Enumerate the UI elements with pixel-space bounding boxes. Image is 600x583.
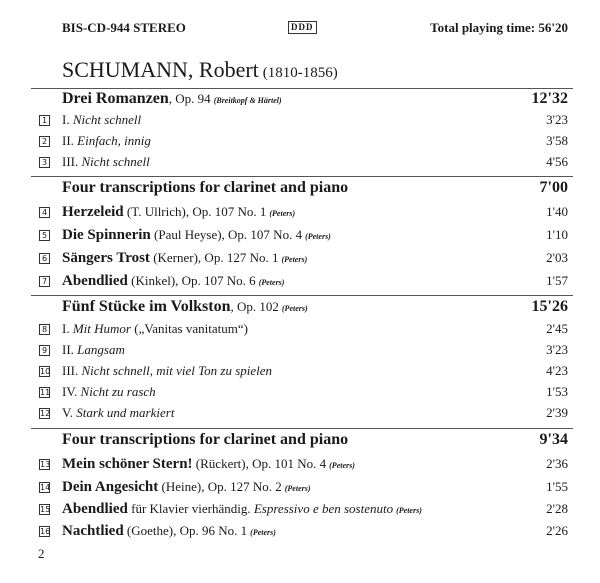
track-title: Sängers Trost (Kerner), Op. 127 No. 1 (Peters) <box>62 250 308 266</box>
track-row <box>0 404 600 424</box>
track-row <box>0 320 600 340</box>
divider <box>31 176 573 177</box>
work-title: Fünf Stücke im Volkston, Op. 102 (Peters) <box>62 298 308 315</box>
work-heading <box>0 90 600 110</box>
track-row <box>0 383 600 403</box>
track-number: 3 <box>39 157 50 168</box>
track-duration: 3'23 <box>546 112 568 127</box>
track-duration: 4'56 <box>546 154 568 169</box>
track-title: IV. Nicht zu rasch <box>62 384 156 399</box>
work-heading <box>0 431 600 451</box>
track-title: Mein schöner Stern! (Rückert), Op. 101 No. 4 (Peters) <box>62 456 355 472</box>
track-number: 9 <box>39 345 50 356</box>
composer-dates: (1810-1856) <box>262 65 338 81</box>
track-row <box>0 153 600 173</box>
track-row <box>0 272 600 292</box>
track-duration: 2'28 <box>546 501 568 516</box>
track-duration: 4'23 <box>546 363 568 378</box>
track-row <box>0 132 600 152</box>
track-title: Nachtlied (Goethe), Op. 96 No. 1 (Peters) <box>62 523 276 539</box>
track-duration: 3'23 <box>546 342 568 357</box>
work-heading <box>0 179 600 199</box>
track-title: I. Mit Humor („Vanitas vanitatum“) <box>62 321 248 336</box>
track-row <box>0 362 600 382</box>
catalog-number: BIS-CD-944 STEREO <box>62 20 186 35</box>
track-duration: 1'40 <box>546 204 568 219</box>
track-number: 11 <box>40 388 51 397</box>
track-duration: 1'53 <box>546 384 568 399</box>
work-heading <box>0 298 600 318</box>
track-title: Abendlied (Kinkel), Op. 107 No. 6 (Peters) <box>62 273 285 289</box>
work-title: Drei Romanzen, Op. 94 (Breitkopf & Härtel) <box>62 90 282 107</box>
ddd-badge: DDD <box>288 21 317 34</box>
work-duration: 12'32 <box>531 90 568 107</box>
divider <box>31 88 573 89</box>
track-number: 14 <box>40 483 51 492</box>
track-number: 2 <box>39 136 50 147</box>
track-duration: 2'45 <box>546 321 568 336</box>
composer-heading <box>62 57 338 83</box>
track-duration: 2'36 <box>546 456 568 471</box>
track-duration: 1'55 <box>546 479 568 494</box>
track-title: Abendlied für Klavier vierhändig. Espressivo e ben sostenuto (Peters) <box>62 501 422 517</box>
composer-name: SCHUMANN, Robert <box>62 57 259 82</box>
track-title: II. Langsam <box>62 342 125 357</box>
track-number: 1 <box>39 115 50 126</box>
track-row <box>0 203 600 223</box>
total-playing-time: Total playing time: 56'20 <box>430 20 568 35</box>
track-row <box>0 341 600 361</box>
publisher: (Breitkopf & Härtel) <box>213 96 282 105</box>
track-title: III. Nicht schnell <box>62 154 150 169</box>
work-title: Four transcriptions for clarinet and piano <box>62 431 349 448</box>
track-number: 6 <box>39 253 50 264</box>
track-number: 12 <box>40 409 51 418</box>
track-number: 7 <box>39 276 50 287</box>
track-title: Die Spinnerin (Paul Heyse), Op. 107 No. 4 (Peters) <box>62 227 331 243</box>
track-title: V. Stark und markiert <box>62 405 175 420</box>
publisher: (Peters) <box>281 304 308 313</box>
track-title: I. Nicht schnell <box>62 112 142 127</box>
work-duration: 7'00 <box>539 179 568 196</box>
work-duration: 9'34 <box>539 431 568 448</box>
work-title: Four transcriptions for clarinet and piano <box>62 179 349 196</box>
track-duration: 2'39 <box>546 405 568 420</box>
track-row <box>0 249 600 269</box>
work-duration: 15'26 <box>531 298 568 315</box>
track-number: 8 <box>39 324 50 335</box>
track-duration: 1'10 <box>546 227 568 242</box>
track-number: 5 <box>39 230 50 241</box>
track-row <box>0 478 600 498</box>
track-row <box>0 111 600 131</box>
track-duration: 3'58 <box>546 133 568 148</box>
track-row <box>0 522 600 542</box>
track-number: 16 <box>40 527 51 536</box>
page-number: 2 <box>38 546 45 561</box>
track-row <box>0 455 600 475</box>
track-title: Herzeleid (T. Ullrich), Op. 107 No. 1 (Peters) <box>62 204 296 220</box>
track-title: Dein Angesicht (Heine), Op. 127 No. 2 (Peters) <box>62 479 311 495</box>
track-number: 15 <box>40 505 51 514</box>
track-title: II. Einfach, innig <box>62 133 151 148</box>
track-number: 13 <box>40 460 51 469</box>
track-duration: 2'03 <box>546 250 568 265</box>
track-number: 4 <box>39 207 50 218</box>
track-number: 10 <box>40 367 51 376</box>
divider <box>31 295 573 296</box>
track-row <box>0 226 600 246</box>
track-title: III. Nicht schnell, mit viel Ton zu spielen <box>62 363 273 378</box>
divider <box>31 428 573 429</box>
track-row <box>0 500 600 520</box>
track-duration: 2'26 <box>546 523 568 538</box>
track-duration: 1'57 <box>546 273 568 288</box>
